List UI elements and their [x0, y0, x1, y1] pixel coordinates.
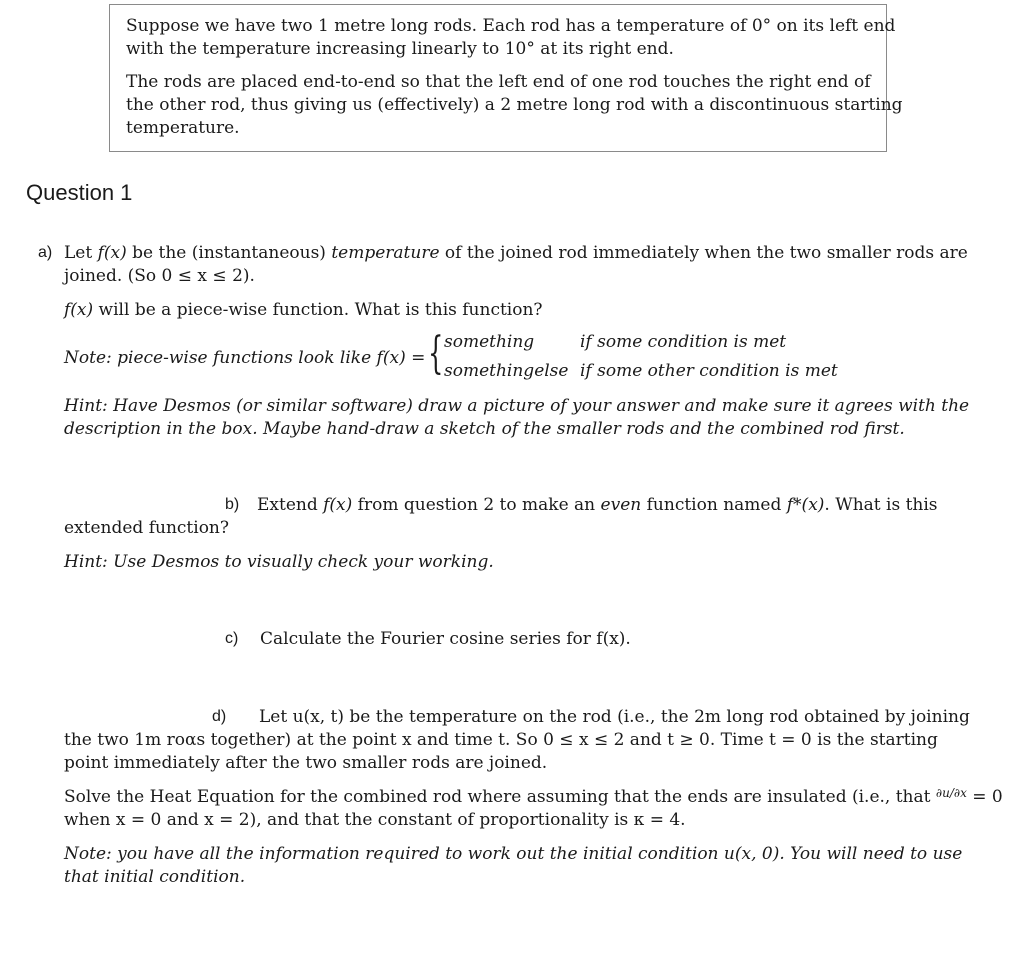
part-a-line2: joined. (So 0 ≤ x ≤ 2).	[64, 266, 255, 286]
part-b-line1-d: . What is this	[824, 495, 938, 515]
part-a-question-fx: f(x)	[64, 300, 94, 320]
intro-box	[109, 4, 903, 152]
part-a-hint-line1: Hint: Have Desmos (or similar software) draw a picture of your answer and make sure it agrees with the	[64, 396, 970, 416]
part-d-note-line1: Note: you have all the information required to work out the initial condition u(x, 0). You will need to use	[64, 844, 963, 864]
part-a-line1-c: of the joined rod immediately when the two smaller rods are	[439, 243, 968, 263]
part-d-label: d)	[212, 708, 227, 725]
part-d-line1: Let u(x, t) be the temperature on the rod (i.e., the 2m long rod obtained by joining	[259, 707, 970, 727]
part-b-line1-a: Extend	[257, 495, 324, 515]
part-d-solve-a: Solve the Heat Equation for the combined rod where assuming that the ends are insulated (i.e., that	[64, 787, 936, 807]
part-d-line2: the two 1m roαs together) at the point x and time t. So 0 ≤ x ≤ 2 and t ≥ 0. Time t = 0 is the starting	[64, 730, 938, 750]
part-b-line1	[257, 494, 938, 516]
question-title: Question 1	[26, 180, 133, 205]
part-c-text: Calculate the Fourier cosine series for f(x).	[260, 629, 631, 649]
part-a-line1-a: Let	[64, 243, 98, 263]
part-c-label: c)	[225, 630, 239, 647]
part-a-fx: f(x)	[97, 243, 127, 263]
part-b-fx: f(x)	[323, 495, 353, 515]
intro-p2-line1: The rods are placed end-to-end so that the left end of one rod touches the right end of	[126, 72, 871, 92]
part-d-line3: point immediately after the two smaller rods are joined.	[64, 753, 548, 773]
part-b-label: b)	[225, 496, 240, 513]
part-a-hint-line2: description in the box. Maybe hand-draw a sketch of the smaller rods and the combined rod first.	[64, 419, 905, 439]
part-a-label: a)	[38, 244, 53, 261]
intro-p2-line2: the other rod, thus giving us (effectively) a 2 metre long rod with a discontinuous starting	[126, 95, 903, 115]
part-a-question-text: will be a piece-wise function. What is this function?	[93, 300, 543, 320]
part-d-solve-line1	[64, 786, 1003, 809]
piecewise-brace: {	[428, 328, 444, 379]
part-a-question	[64, 299, 543, 321]
part-d-note-line2: that initial condition.	[64, 867, 246, 887]
part-d-solve-b: = 0	[966, 787, 1003, 807]
part-b-line1-c: function named	[641, 495, 787, 515]
part-a-temperature: temperature	[331, 243, 440, 263]
case2-value: somethingelse	[444, 361, 569, 381]
part-a-line1	[64, 242, 968, 264]
part-d-solve-line2: when x = 0 and x = 2), and that the constant of proportionality is κ = 4.	[64, 810, 686, 830]
part-b-line2: extended function?	[64, 518, 229, 538]
part-a-line1-b: be the (instantaneous)	[126, 243, 332, 263]
case2-condition: if some other condition is met	[580, 361, 838, 381]
case1-condition: if some condition is met	[580, 332, 787, 352]
part-b-line1-b: from question 2 to make an	[352, 495, 601, 515]
part-b-hint: Hint: Use Desmos to visually check your working.	[64, 552, 494, 572]
intro-p1-line2: with the temperature increasing linearly to 10° at its right end.	[126, 39, 674, 59]
intro-p2-line3: temperature.	[126, 118, 240, 138]
part-b-even: even	[600, 495, 642, 515]
part-a-note: Note: piece-wise functions look like f(x) =	[64, 348, 426, 368]
case1-value: something	[444, 332, 535, 352]
part-b-fstar: f*(x)	[786, 495, 825, 515]
partial-derivative-fraction: ∂u/∂x	[935, 786, 967, 800]
intro-p1-line1: Suppose we have two 1 metre long rods. Each rod has a temperature of 0° on its left end	[126, 16, 896, 36]
